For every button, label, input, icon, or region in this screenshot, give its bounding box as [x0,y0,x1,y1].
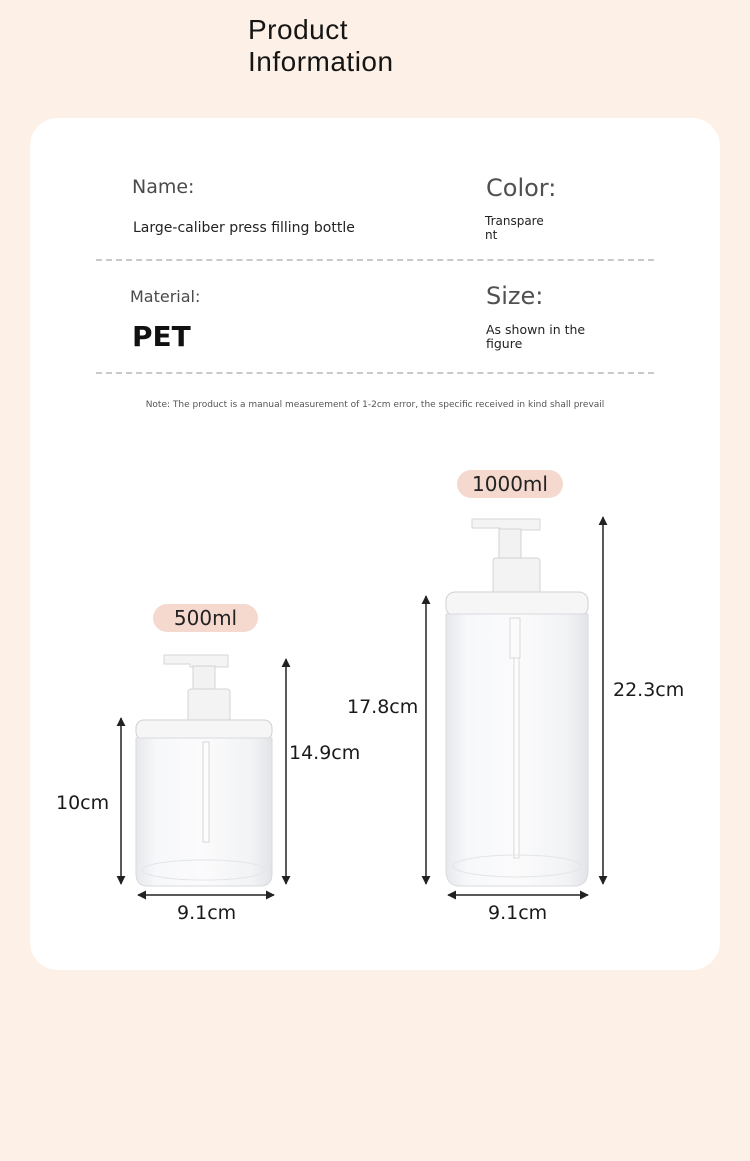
large-width-label: 9.1cm [488,902,548,924]
size-value: As shown in the figure [486,322,586,351]
small-bottle [136,655,272,886]
page-title-line1: Product [248,14,348,45]
large-bottle [446,519,588,886]
name-label: Name: [132,176,195,198]
capacity-badge-large: 1000ml [457,470,563,498]
page-title [248,14,394,78]
large-total-height-label: 22.3cm [613,679,685,701]
large-body-height-label: 17.8cm [347,696,419,718]
measurement-note: Note: The product is a manual measurement of 1-2cm error, the specific received in kind shall prevail [145,400,605,410]
name-value: Large-caliber press filling bottle [133,220,355,236]
capacity-badge-small: 500ml [153,604,258,632]
material-label: Material: [130,287,201,306]
page-title-line2: Information [248,46,394,77]
small-body-height-label: 10cm [56,792,110,814]
bottle-illustration [30,118,720,970]
color-label: Color: [486,174,557,202]
size-label: Size: [486,282,544,310]
small-width-label: 9.1cm [177,902,237,924]
color-value: Transparent [485,214,544,242]
product-info-card [30,118,720,970]
small-total-height-label: 14.9cm [289,742,361,764]
material-value: PET [132,320,191,353]
